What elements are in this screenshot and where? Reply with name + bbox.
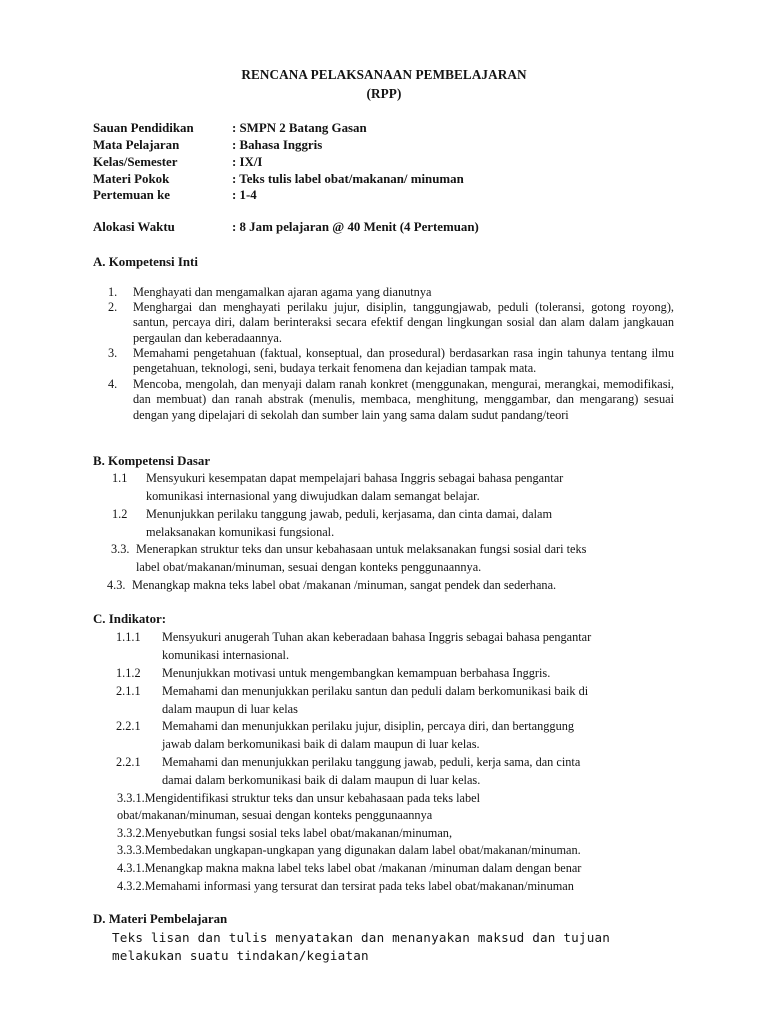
item-text: 4.3.2.Memahami informasi yang tersurat dan tersirat pada teks label obat/makanan/minuman (117, 879, 574, 893)
materi-text: melakukan suatu tindakan/kegiatan (112, 948, 369, 963)
item-text: Memahami pengetahuan (faktual, konseptual, dan prosedural) berdasarkan rasa ingin tahunya tentang ilmu pengetahuan, teknologi, seni, budaya terkait fenomena dan kejadian tampak mata. (133, 346, 674, 376)
identity-label: Materi Pokok (93, 172, 170, 186)
item-number: 1.1 (112, 471, 128, 485)
item-number: 1.1.1 (116, 630, 141, 644)
identity-label: Pertemuan ke (93, 188, 170, 202)
identity-label: Alokasi Waktu (93, 220, 175, 234)
identity-label: Sauan Pendidikan (93, 121, 194, 135)
item-text: damai dalam berkomunikasi baik di dalam maupun di luar kelas. (162, 773, 481, 787)
item-text: Menunjukkan perilaku tanggung jawab, peduli, kerjasama, dan cinta damai, dalam (146, 507, 553, 521)
item-text: Memahami dan menunjukkan perilaku tanggung jawab, peduli, kerja sama, dan cinta (162, 755, 581, 769)
item-text: dalam maupun di luar kelas (162, 702, 298, 716)
item-text: Memahami dan menunjukkan perilaku jujur, disiplin, percaya diri, dan bertanggung (162, 719, 575, 733)
item-text: 3.3.3.Membedakan ungkapan-ungkapan yang digunakan dalam label obat/makanan/minuman. (117, 843, 581, 857)
item-text: Menangkap makna teks label obat /makanan /minuman, sangat pendek dan sederhana. (132, 578, 557, 592)
item-text: Mensyukuri kesempatan dapat mempelajari bahasa Inggris sebagai bahasa pengantar (146, 471, 564, 485)
item-text: jawab dalam berkomunikasi baik di dalam maupun di luar kelas. (162, 737, 480, 751)
item-text: 3.3.1.Mengidentifikasi struktur teks dan unsur kebahasaan pada teks label (117, 791, 481, 805)
item-text: obat/makanan/minuman, sesuai dengan konteks penggunaannya (117, 808, 433, 822)
identity-value: : SMPN 2 Batang Gasan (232, 121, 367, 135)
section-d-heading: D. Materi Pembelajaran (93, 912, 228, 926)
section-c-heading: C. Indikator: (93, 612, 167, 626)
item-number: 4.3. (107, 578, 126, 592)
item-number: 2. (108, 300, 118, 314)
item-number: 3. (108, 346, 118, 360)
item-text: Mencoba, mengolah, dan menyaji dalam ranah konkret (menggunakan, mengurai, merangkai, memodifikasi, dan membuat) dan ranah abstrak (menulis, membaca, menghitung, menggambar, dan mengarang) sesuai dengan yang dipelajari di sekolah dan sumber lain yang sama dalam sudut pandang/teori (133, 377, 674, 422)
item-text: label obat/makanan/minuman, sesuai dengan konteks penggunaannya. (136, 560, 482, 574)
item-number: 4. (108, 377, 118, 391)
item-text: 4.3.1.Menangkap makna makna label teks label obat /makanan /minuman dalam dengan benar (117, 861, 582, 875)
identity-value: : Teks tulis label obat/makanan/ minuman (232, 172, 464, 186)
item-text: 3.3.2.Menyebutkan fungsi sosial teks label obat/makanan/minuman, (117, 826, 453, 840)
section-a-heading: A. Kompetensi Inti (93, 255, 198, 269)
item-number: 2.2.1 (116, 719, 141, 733)
section-b-heading: B. Kompetensi Dasar (93, 454, 211, 468)
identity-value: : 8 Jam pelajaran @ 40 Menit (4 Pertemuan) (232, 220, 479, 234)
item-number: 3.3. (111, 542, 130, 556)
item-text: komunikasi internasional. (162, 648, 290, 662)
identity-label: Mata Pelajaran (93, 138, 180, 152)
item-text: komunikasi internasional yang diwujudkan dalam semangat belajar. (146, 489, 480, 503)
item-text: Memahami dan menunjukkan perilaku santun dan peduli dalam berkomunikasi baik di (162, 684, 589, 698)
identity-value: : Bahasa Inggris (232, 138, 323, 152)
identity-value: : IX/I (232, 155, 263, 169)
document-title: RENCANA PELAKSANAAN PEMBELAJARAN (241, 67, 527, 82)
item-text: Menghargai dan menghayati perilaku jujur, disiplin, tanggungjawab, peduli (toleransi, gotong royong), santun, percaya diri, dalam berinteraksi secara efektif dengan lingkungan sosial dan alam dalam jangkauan pergaulan dan keberadaannya. (133, 300, 674, 345)
item-number: 2.1.1 (116, 684, 141, 698)
item-text: Menunjukkan motivasi untuk mengembangkan kemampuan berbahasa Inggris. (162, 666, 551, 680)
item-number: 1.1.2 (116, 666, 141, 680)
item-number: 1. (108, 285, 118, 299)
identity-value: : 1-4 (232, 188, 257, 202)
item-text: melaksanakan komunikasi fungsional. (146, 525, 335, 539)
item-number: 1.2 (112, 507, 128, 521)
materi-text: Teks lisan dan tulis menyatakan dan menanyakan maksud dan tujuan (112, 930, 611, 945)
document-subtitle: (RPP) (366, 86, 402, 101)
item-text: Menerapkan struktur teks dan unsur kebahasaan untuk melaksanakan fungsi sosial dari teks (136, 542, 587, 556)
item-text: Mensyukuri anugerah Tuhan akan keberadaan bahasa Inggris sebagai bahasa pengantar (162, 630, 592, 644)
item-number: 2.2.1 (116, 755, 141, 769)
item-text: Menghayati dan mengamalkan ajaran agama yang dianutnya (133, 285, 432, 299)
identity-label: Kelas/Semester (93, 155, 178, 169)
